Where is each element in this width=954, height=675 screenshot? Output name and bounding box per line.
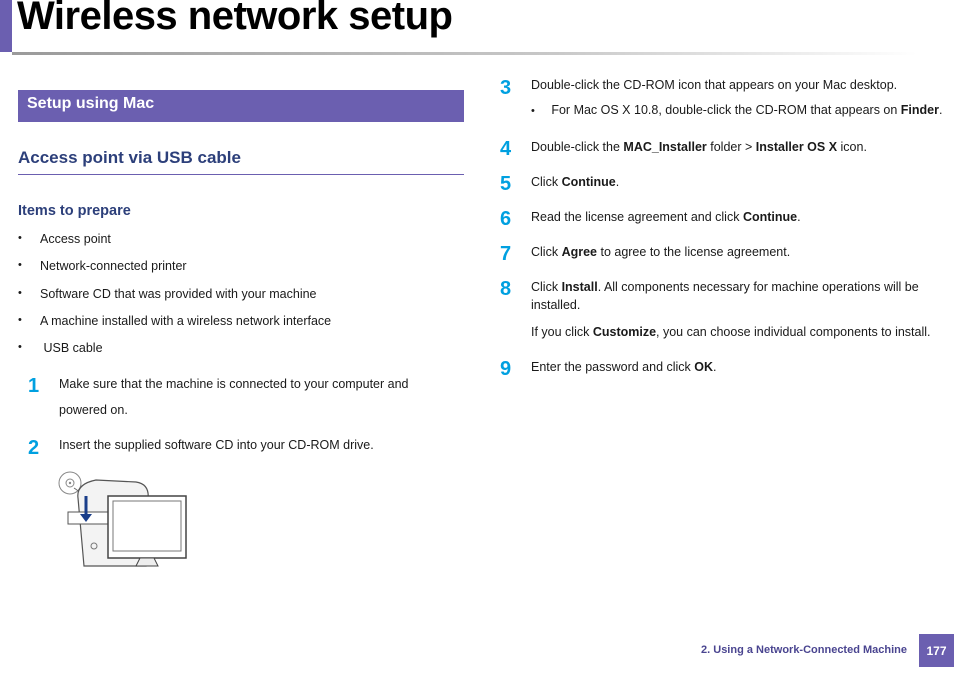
step-number: 2 — [28, 437, 40, 459]
page-title: Wireless network setup — [17, 0, 453, 38]
bullet-icon: • — [18, 232, 22, 244]
step-text: Read the license agreement and click Continue. — [531, 210, 801, 224]
subsection-title: Access point via USB cable — [18, 148, 464, 175]
header-accent-bar — [0, 0, 12, 52]
step-text: Make sure that the machine is connected to your computer and powered on. — [59, 377, 409, 417]
step-number: 5 — [500, 173, 512, 195]
step-number: 8 — [500, 278, 512, 300]
bullet-icon: • — [18, 287, 22, 299]
step-text: Insert the supplied software CD into your CD-ROM drive. — [59, 438, 374, 452]
step-text: Click Agree to agree to the license agreement. — [531, 245, 791, 259]
step-number: 3 — [500, 77, 512, 99]
step-number: 4 — [500, 138, 512, 160]
bullet-icon: • — [531, 105, 535, 117]
page-number-badge: 177 — [919, 634, 954, 667]
bullet-icon: • — [18, 341, 22, 353]
items-heading: Items to prepare — [18, 203, 131, 219]
sub-list-item: • For Mac OS X 10.8, double-click the CD-ROM that appears on Finder. — [531, 103, 943, 117]
step-text: Click Continue. — [531, 175, 620, 189]
step-text: Double-click the MAC_Installer folder > Installer OS X icon. — [531, 140, 867, 154]
section-header — [18, 90, 464, 122]
step-text: Double-click the CD-ROM icon that appears on your Mac desktop. — [531, 78, 898, 92]
step-text: Click Install. All components necessary for machine operations will be installed. If you click Customize, you can choose individual components to install. — [531, 280, 931, 339]
step-text: Enter the password and click OK. — [531, 360, 717, 374]
step-number: 9 — [500, 358, 512, 380]
cd-insert-illustration — [56, 466, 190, 572]
title-divider — [12, 52, 917, 55]
bullet-icon: • — [18, 314, 22, 326]
bullet-icon: • — [18, 259, 22, 271]
step-number: 7 — [500, 243, 512, 265]
section-title: Setup using Mac — [27, 95, 155, 112]
footer-chapter: 2. Using a Network-Connected Machine — [701, 644, 907, 656]
step-number: 1 — [28, 375, 40, 397]
step-number: 6 — [500, 208, 512, 230]
